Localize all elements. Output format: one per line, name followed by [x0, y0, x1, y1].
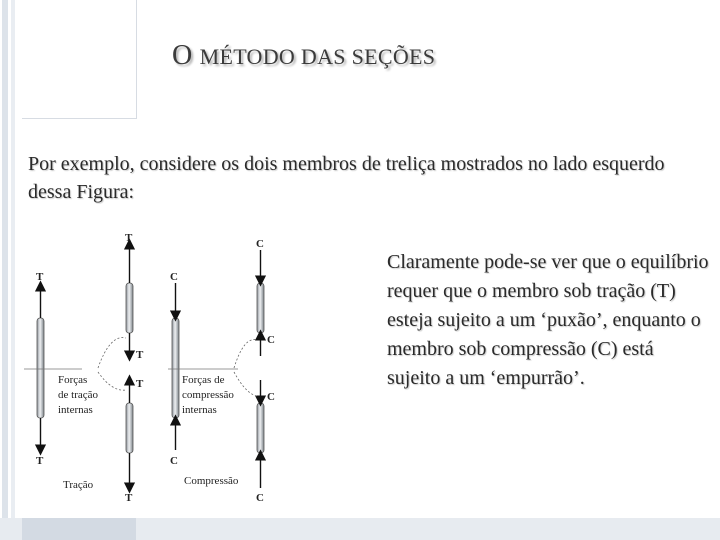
- intro-paragraph: Por exemplo, considere os dois membros de treliça mostrados no lado esquerdo dessa Figura:: [28, 153, 665, 203]
- compression-bottom-label: C: [170, 455, 178, 467]
- tension-section: [125, 232, 144, 504]
- tension-section-top-label: T: [125, 232, 133, 244]
- tension-forces-caption-line: Forças: [58, 374, 88, 386]
- compression-member-label: Compressão: [184, 475, 239, 487]
- compression-section-cut-label: C: [267, 334, 275, 346]
- tension-section-cut-label: T: [136, 349, 144, 361]
- tension-bottom-label: T: [36, 455, 44, 467]
- compression-section-top-label: C: [256, 238, 264, 250]
- compression-top-label: C: [170, 271, 178, 283]
- title-rest: MÉTODO DAS SEÇÕES: [199, 44, 436, 69]
- compression-forces-callout: [168, 340, 257, 416]
- tension-section-cut-label: T: [136, 378, 144, 390]
- title-first-letter: O: [172, 40, 193, 71]
- decor-bar: [11, 0, 15, 540]
- truss-members-figure: [18, 228, 288, 508]
- compression-forces-caption-line: compressão: [182, 389, 234, 401]
- compression-section-bottom-label: C: [256, 492, 264, 504]
- decor-bar: [2, 0, 8, 540]
- title-frame: [22, 0, 137, 119]
- compression-section: [256, 238, 275, 504]
- tension-forces-caption-line: de tração: [58, 389, 98, 401]
- tension-top-label: T: [36, 271, 44, 283]
- slide-title: [172, 40, 435, 72]
- bottom-bar-segment: [22, 518, 136, 540]
- compression-forces-caption-line: internas: [182, 404, 217, 416]
- tension-forces-caption-line: internas: [58, 404, 93, 416]
- tension-section-bottom-label: T: [125, 492, 133, 504]
- tension-member-label: Tração: [63, 479, 94, 491]
- compression-section-cut-label: C: [267, 391, 275, 403]
- bottom-decorative-bar: [0, 518, 720, 540]
- compression-forces-caption-line: Forças de: [182, 374, 225, 386]
- explanation-paragraph: Claramente pode-se ver que o equilíbrio requer que o membro sob tração (T) esteja sujeito a um ‘puxão’, enquanto o membro sob compressão (C) está sujeito a um ‘empurrão’.: [387, 251, 709, 389]
